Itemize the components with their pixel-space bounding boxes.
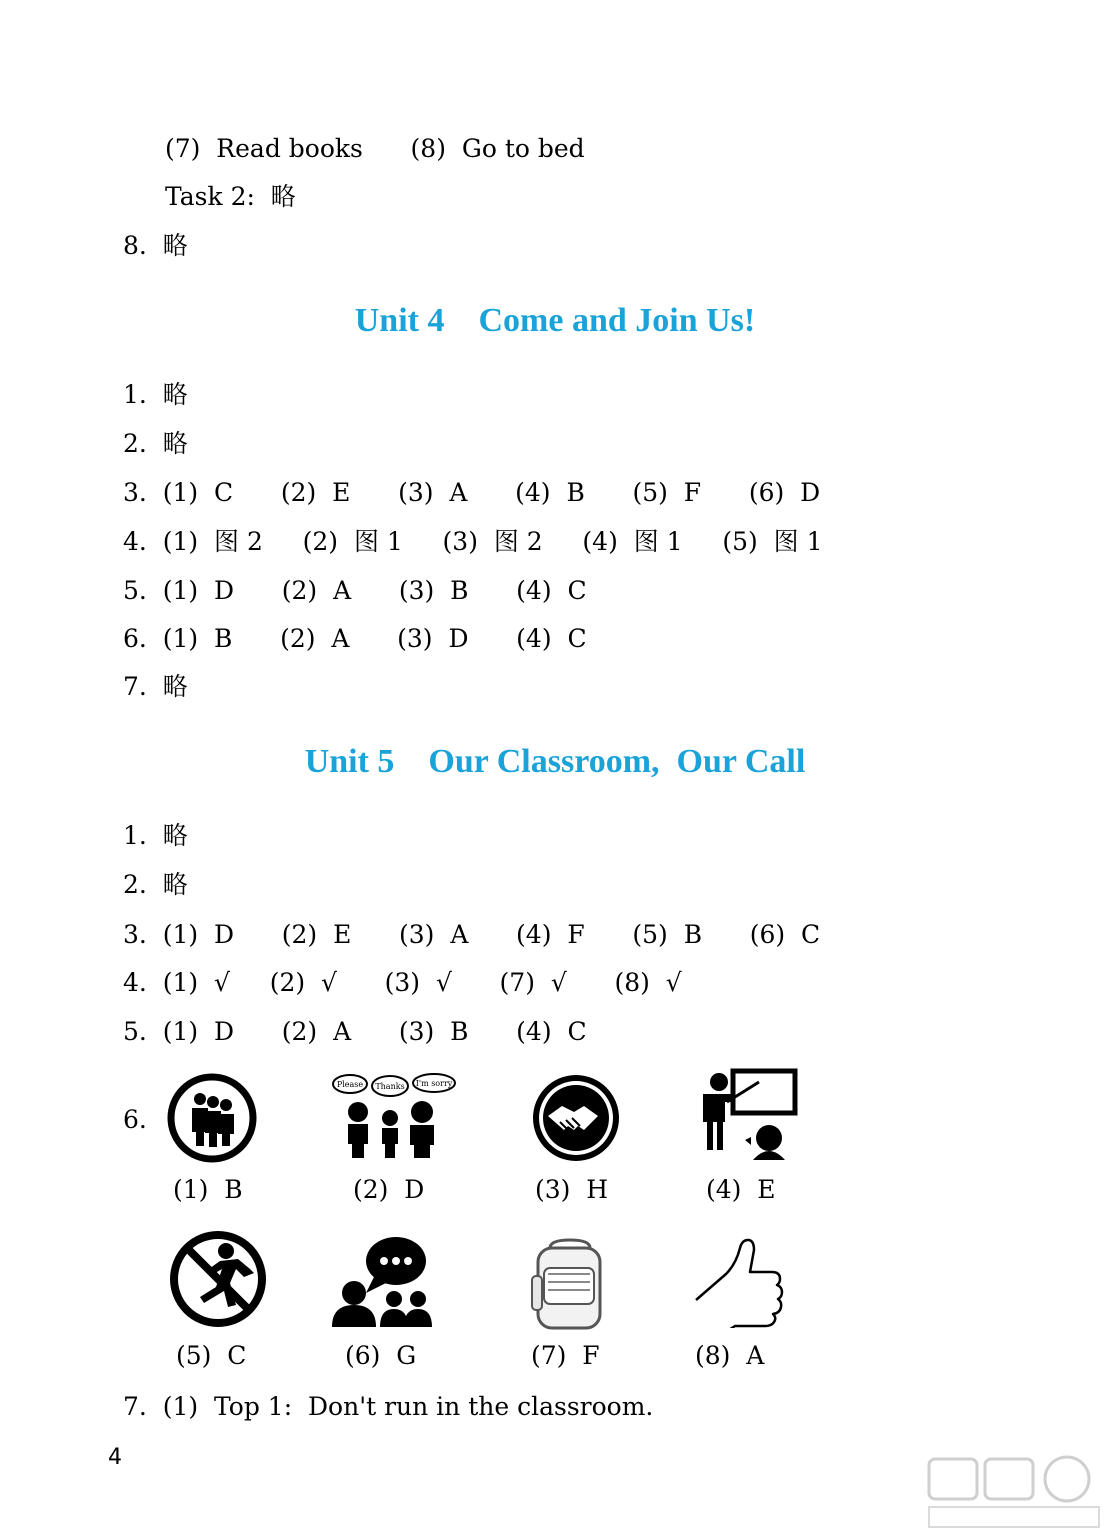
u5-answer-3: 3. (1) D (2) E (3) A (4) F (5) B (6) C [123, 920, 821, 949]
bubble-please-text: Please [336, 1080, 364, 1089]
thumbs-up-icon [692, 1236, 784, 1328]
u5-answer-4: 4. (1) √ (2) √ (3) √ (7) √ (8) √ [123, 968, 682, 997]
teacher-board-icon [697, 1068, 801, 1164]
answer-line-7-8: (7) Read books (8) Go to bed [165, 134, 585, 163]
backpack-icon [528, 1238, 610, 1332]
q6-caption-3: (3) H [535, 1175, 609, 1204]
u4-answer-3: 3. (1) C (2) E (3) A (4) B (5) F (6) D [123, 478, 821, 507]
task-2-line: Task 2: 略 [165, 182, 296, 211]
u5-answer-5: 5. (1) D (2) A (3) B (4) C [123, 1017, 587, 1046]
u5-question-6-number: 6. [123, 1105, 147, 1134]
q6-caption-6: (6) G [345, 1341, 417, 1370]
u4-answer-1: 1. 略 [123, 380, 188, 409]
question-8-line: 8. 略 [123, 231, 188, 260]
bubble-sorry-text: I'm sorry [415, 1079, 453, 1088]
u4-answer-2: 2. 略 [123, 429, 188, 458]
handshake-icon [530, 1072, 622, 1164]
u4-answer-4: 4. (1) 图 2 (2) 图 1 (3) 图 2 (4) 图 1 (5) 图 1 [123, 527, 823, 556]
q6-caption-7: (7) F [531, 1341, 600, 1370]
bubble-thanks-text: Thanks [375, 1082, 405, 1091]
q6-caption-8: (8) A [695, 1341, 765, 1370]
q6-caption-1: (1) B [173, 1175, 243, 1204]
no-running-icon [168, 1229, 268, 1329]
polite-words-icon [330, 1072, 460, 1164]
people-line-icon [166, 1072, 258, 1164]
watermark-logo [925, 1455, 1105, 1531]
page-number: 4 [108, 1445, 122, 1470]
u4-answer-7: 7. 略 [123, 672, 188, 701]
q6-caption-4: (4) E [706, 1175, 776, 1204]
u5-answer-2: 2. 略 [123, 870, 188, 899]
q6-caption-2: (2) D [353, 1175, 425, 1204]
u5-answer-1: 1. 略 [123, 821, 188, 850]
unit-4-heading: Unit 4 Come and Join Us! [354, 302, 756, 339]
u4-answer-5: 5. (1) D (2) A (3) B (4) C [123, 576, 587, 605]
u4-answer-6: 6. (1) B (2) A (3) D (4) C [123, 624, 587, 653]
discussion-icon [330, 1233, 436, 1329]
unit-5-heading: Unit 5 Our Classroom, Our Call [304, 743, 806, 780]
u5-answer-7: 7. (1) Top 1: Don't run in the classroom. [123, 1392, 654, 1421]
q6-caption-5: (5) C [176, 1341, 247, 1370]
